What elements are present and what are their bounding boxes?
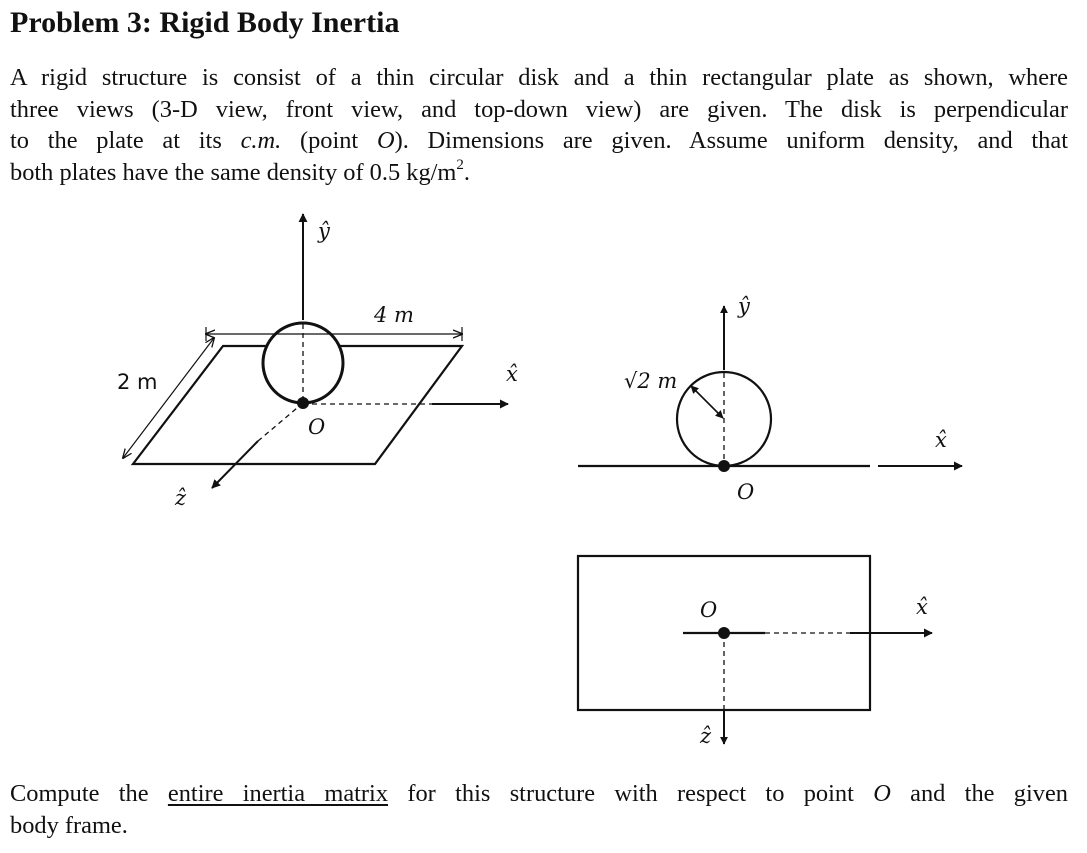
o-label: O	[308, 415, 326, 439]
length-label: 4 m	[374, 303, 414, 327]
view-front	[578, 294, 962, 504]
y-axis-label: ŷ	[318, 219, 330, 243]
question-line-2: body frame.	[10, 811, 128, 839]
o-label: O	[737, 480, 755, 504]
underlined-phrase: entire inertia matrix	[167, 780, 389, 807]
cm-symbol: c.m.	[240, 127, 282, 154]
point-o-dot	[718, 460, 730, 472]
question-line-1: Compute the entire inertia matrix for this structure with respect to point O and the given	[10, 780, 1068, 807]
width-label: 2 m	[117, 370, 158, 394]
radius-label: √2 m	[624, 369, 678, 393]
view-3d	[117, 214, 518, 510]
point-o-dot	[297, 397, 309, 409]
y-axis-label: ŷ	[738, 294, 750, 318]
z-axis-hidden-dashed	[258, 403, 303, 441]
width-dimension-line	[123, 338, 214, 458]
point-o-dot	[718, 627, 730, 639]
view-top	[578, 556, 932, 748]
radius-arrow	[691, 386, 723, 418]
x-axis-label: x̂	[916, 595, 928, 619]
x-axis-label: x̂	[935, 428, 947, 452]
question-statement	[10, 778, 1068, 841]
statement-line-4: both plates have the same density of 0.5 $kg/m^2$.	[10, 156, 471, 186]
x-axis-label: x̂	[506, 362, 518, 386]
o-label: O	[700, 598, 718, 622]
z-axis-label: ẑ	[175, 486, 187, 510]
statement-line-1: A rigid structure is consist of a thin circular disk and a thin rectangular plate as shown, where	[10, 64, 1068, 91]
point-o-symbol: O	[873, 780, 891, 807]
z-axis-label: ẑ	[700, 724, 712, 748]
statement-line-2: three views (3-D view, front view, and top-down view) are given. The disk is perpendicular	[10, 95, 1068, 123]
point-o-symbol: O	[376, 127, 395, 154]
statement-line-3: to the plate at its c.m. (point O). Dimensions are given. Assume uniform density, and that	[10, 127, 1068, 154]
problem-title: Problem 3: Rigid Body Inertia	[10, 6, 400, 39]
